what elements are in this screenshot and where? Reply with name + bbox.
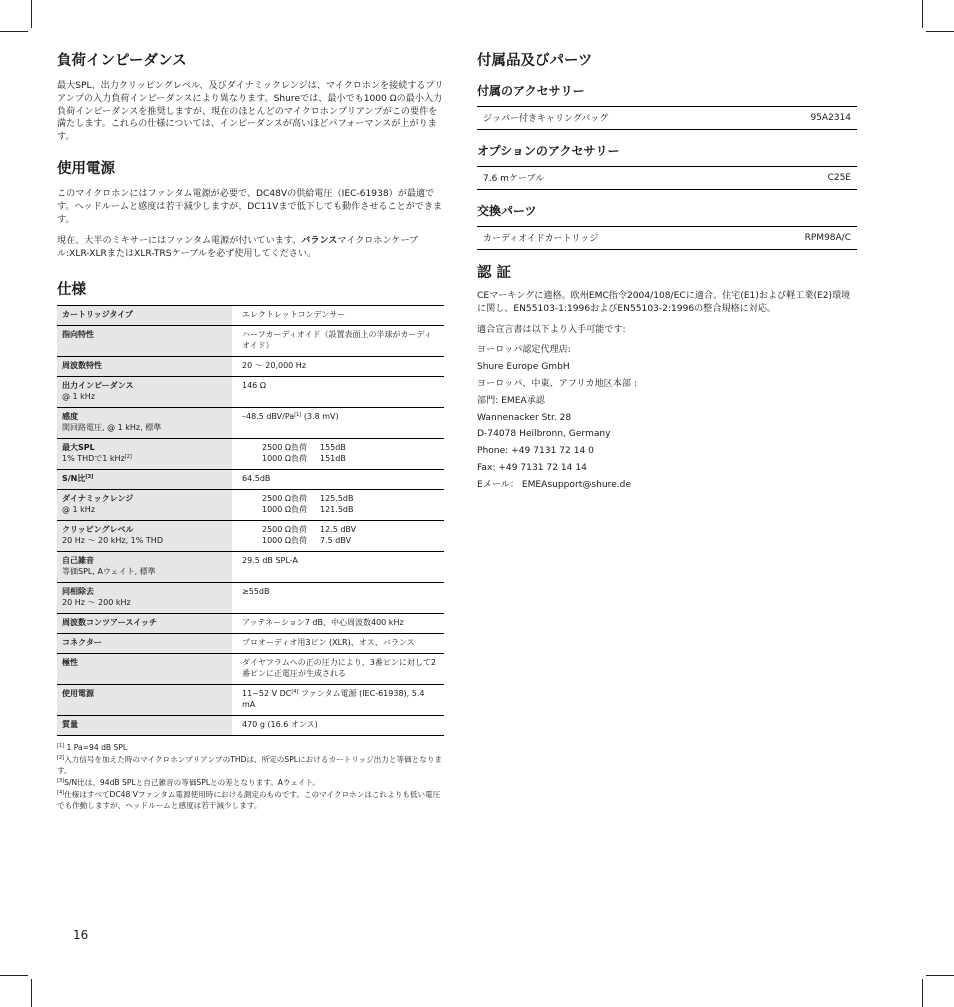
parts-heading: 付属品及びパーツ bbox=[477, 53, 593, 69]
spec-heading: 仕様 bbox=[57, 281, 86, 298]
spec-label-main: 周波数特性 bbox=[62, 360, 102, 370]
crop-mark bbox=[922, 979, 923, 1007]
spec-row bbox=[57, 684, 444, 715]
spec-label-main: 使用電源 bbox=[62, 688, 94, 698]
included-item: ジッパー付きキャリングバッグ bbox=[483, 114, 609, 124]
right-column bbox=[477, 52, 857, 496]
spec-value: 20 ～ 20,000 Hz bbox=[232, 356, 444, 376]
spec-value bbox=[232, 520, 444, 551]
spec-label bbox=[57, 715, 232, 735]
spec-label-main: 指向特性 bbox=[62, 329, 94, 339]
crop-mark bbox=[0, 975, 28, 976]
spec-label-sub: 20 Hz ～ 200 kHz bbox=[62, 597, 131, 607]
spec-load-line: 2500 Ω負荷 155dB bbox=[262, 442, 346, 452]
spec-table bbox=[57, 305, 444, 736]
footnote: [4]仕様はすべてDC48 Vファンタム電源使用時における測定のものです。このマイクロホンはこれよりも低い電圧でも作動しますが、ヘッドルームと感度は若干減少します。 bbox=[57, 789, 441, 810]
spec-row bbox=[57, 305, 444, 325]
spec-label-main: 周波数コンツアースイッチ bbox=[62, 617, 158, 627]
spec-label-main: ダイナミックレンジ bbox=[62, 493, 134, 503]
power-section bbox=[57, 160, 444, 261]
certification-paragraph: CEマーキングに適格。欧州EMC指令2004/108/ECに適合。住宅(E1)および軽工業(E2)環境に関し、EN55103-1:1996およびEN55103-2:1996の整合規格に対応。 bbox=[477, 291, 851, 314]
certification-heading: 認 証 bbox=[477, 265, 512, 281]
footnote: [2]入力信号を加えた時のマイクロホンプリアンプのTHDは、所定のSPLにおけるカートリッジ出力と等価となります。 bbox=[57, 754, 443, 775]
spec-label-main: 最大SPL bbox=[62, 442, 95, 452]
spec-row bbox=[57, 438, 444, 469]
address-line: Phone: +49 7131 72 14 0 bbox=[477, 446, 594, 457]
address-line: Fax: +49 7131 72 14 14 bbox=[477, 462, 587, 473]
spec-row bbox=[57, 489, 444, 520]
included-code: 95A2314 bbox=[810, 112, 851, 123]
crop-mark bbox=[0, 31, 28, 32]
power-paragraph-1: このマイクロホンにはファンタム電源が必要で、DC48Vの供給電圧（IEC-61938）が最適です。ヘッドルームと感度は若干減少しますが、DC11Vまで低下しても動作させることができます。 bbox=[57, 188, 443, 225]
spec-row bbox=[57, 653, 444, 684]
spec-load-line: 1000 Ω負荷 121.5dB bbox=[262, 504, 354, 514]
declaration-paragraph: 適合宣言書は以下より入手可能です: bbox=[477, 324, 626, 335]
spec-label bbox=[57, 438, 232, 469]
crop-mark bbox=[926, 31, 954, 32]
spec-label-sub: 20 Hz ～ 20 kHz, 1% THD bbox=[62, 535, 163, 545]
impedance-heading: 負荷インピーダンス bbox=[57, 53, 187, 69]
spec-value: アッテネーション7 dB、中心周波数400 kHz bbox=[232, 613, 444, 633]
spec-label bbox=[57, 582, 232, 613]
spec-value: 29.5 dB SPL-A bbox=[232, 551, 444, 582]
impedance-body: 最大SPL、出力クリッピングレベル、及びダイナミックレンジは、マイクロホンを接続するプリアンプの入力負荷インピーダンスにより異なります。Shureでは、最小でも1000 Ωの最小入力負荷インピーダンスを推奨しますが、現在のほとんどのマイクロホンプリアンプがこの要件を満たします。これらの仕様については、インピーダンスが高いほどパフォーマンスが上がります。 bbox=[57, 81, 444, 143]
spec-value: 146 Ω bbox=[232, 376, 444, 407]
crop-mark bbox=[926, 975, 954, 976]
spec-label-main: クリッピングレベル bbox=[62, 524, 134, 534]
spec-label bbox=[57, 653, 232, 684]
spec-label bbox=[57, 469, 232, 489]
power-heading: 使用電源 bbox=[57, 160, 115, 177]
replacement-code: RPM98A/C bbox=[804, 232, 851, 243]
crop-mark bbox=[922, 0, 923, 28]
spec-row bbox=[57, 325, 444, 356]
replacement-item: カーディオイドカートリッジ bbox=[483, 234, 599, 244]
spec-label-sub: @ 1 kHz bbox=[62, 391, 96, 401]
spec-label bbox=[57, 633, 232, 653]
spec-value: 64.5dB bbox=[232, 469, 444, 489]
power-paragraph-2: 現在、大半のミキサーにはファンタム電源が付いています。バランスマイクロホンケーブル:XLR-XLRまたはXLR-TRSケーブルを必ず使用してください。 bbox=[57, 236, 419, 260]
spec-footnotes bbox=[57, 742, 444, 811]
spec-row bbox=[57, 715, 444, 735]
address-line: D-74078 Heilbronn, Germany bbox=[477, 429, 611, 440]
spec-value: プロオーディオ用3ピン (XLR)、オス、バランス bbox=[232, 633, 444, 653]
spec-section bbox=[57, 281, 444, 811]
spec-label bbox=[57, 305, 232, 325]
spec-label-sub: 1% THDで1 kHz[2] bbox=[62, 453, 132, 463]
spec-row bbox=[57, 633, 444, 653]
eu-representative-address bbox=[477, 344, 857, 490]
spec-row bbox=[57, 520, 444, 551]
spec-label bbox=[57, 613, 232, 633]
spec-label-main: カートリッジタイプ bbox=[62, 309, 133, 319]
replacement-part-row bbox=[477, 226, 857, 250]
spec-row bbox=[57, 582, 444, 613]
address-line: Shure Europe GmbH bbox=[477, 362, 570, 373]
spec-row bbox=[57, 407, 444, 438]
spec-label-main: 同相除去 bbox=[62, 586, 94, 596]
spec-row bbox=[57, 469, 444, 489]
spec-value: 470 g (16.6 オンス) bbox=[232, 715, 444, 735]
included-accessory-row bbox=[477, 106, 857, 130]
spec-value: ハーフカーディオイド（設置表面上の半球がカーディオイド） bbox=[232, 325, 444, 356]
footnote: [3]S/N比は、94dB SPLと自己雑音の等価SPLとの差となります。Aウェイト。 bbox=[57, 777, 320, 787]
crop-mark bbox=[31, 0, 32, 28]
optional-code: C25E bbox=[827, 172, 851, 183]
spec-label bbox=[57, 551, 232, 582]
spec-row bbox=[57, 551, 444, 582]
spec-row bbox=[57, 613, 444, 633]
spec-value: 11~52 V DC[4] ファンタム電源 (IEC-61938), 5.4 mA bbox=[232, 684, 444, 715]
spec-label bbox=[57, 325, 232, 356]
spec-label-main: 自己雑音 bbox=[62, 555, 94, 565]
spec-label-sub: 開回路電圧, @ 1 kHz, 標準 bbox=[62, 422, 162, 432]
spec-label-main: 質量 bbox=[62, 719, 78, 729]
spec-label bbox=[57, 520, 232, 551]
spec-value: エレクトレットコンデンサー bbox=[232, 305, 444, 325]
optional-item: 7.6 mケーブル bbox=[483, 174, 545, 184]
spec-label-main: コネクター bbox=[62, 637, 102, 647]
spec-value bbox=[232, 489, 444, 520]
address-line: ヨーロッパ、中東、アフリカ地区本部 : bbox=[477, 378, 637, 389]
left-column bbox=[57, 52, 444, 825]
spec-row bbox=[57, 376, 444, 407]
spec-load-line: 1000 Ω負荷 151dB bbox=[262, 453, 346, 463]
address-line: Wannenacker Str. 28 bbox=[477, 412, 572, 423]
spec-value: –48.5 dBV/Pa[1] (3.8 mV) bbox=[232, 407, 444, 438]
optional-accessories-heading: オプションのアクセサリー bbox=[477, 144, 620, 158]
certification-section bbox=[477, 264, 857, 491]
impedance-section bbox=[57, 52, 444, 144]
spec-load-line: 2500 Ω負荷 12.5 dBV bbox=[262, 524, 357, 534]
address-line: 部門: EMEA承認 bbox=[477, 395, 545, 406]
spec-label bbox=[57, 489, 232, 520]
page-number: 16 bbox=[73, 928, 89, 942]
optional-accessory-row bbox=[477, 166, 857, 190]
spec-value: ダイヤフラムへの正の圧力により、3番ピンに対して2番ピンに正電圧が生成される bbox=[232, 653, 444, 684]
spec-value: ≥55dB bbox=[232, 582, 444, 613]
address-line: ヨーロッパ認定代理店: bbox=[477, 345, 571, 356]
spec-label-main: 出力インピーダンス bbox=[62, 380, 134, 390]
spec-load-line: 2500 Ω負荷 125.5dB bbox=[262, 493, 354, 503]
spec-label bbox=[57, 684, 232, 715]
spec-label-main: 感度 bbox=[62, 411, 78, 421]
spec-label-main: 極性 bbox=[62, 657, 78, 667]
spec-row bbox=[57, 356, 444, 376]
included-accessories-heading: 付属のアクセサリー bbox=[477, 84, 585, 98]
replacement-parts-heading: 交換パーツ bbox=[477, 204, 537, 218]
spec-label-main: S/N比[3] bbox=[62, 473, 94, 483]
spec-label bbox=[57, 376, 232, 407]
spec-label-sub: @ 1 kHz bbox=[62, 504, 96, 514]
spec-label bbox=[57, 407, 232, 438]
footnote: [1] 1 Pa=94 dB SPL bbox=[57, 742, 128, 752]
address-line: Eメール： EMEAsupport@shure.de bbox=[477, 479, 632, 490]
crop-mark bbox=[31, 979, 32, 1007]
spec-load-line: 1000 Ω負荷 7.5 dBV bbox=[262, 535, 352, 545]
spec-label bbox=[57, 356, 232, 376]
spec-label-sub: 等価SPL, Aウェイト, 標準 bbox=[62, 566, 156, 576]
spec-value bbox=[232, 438, 444, 469]
